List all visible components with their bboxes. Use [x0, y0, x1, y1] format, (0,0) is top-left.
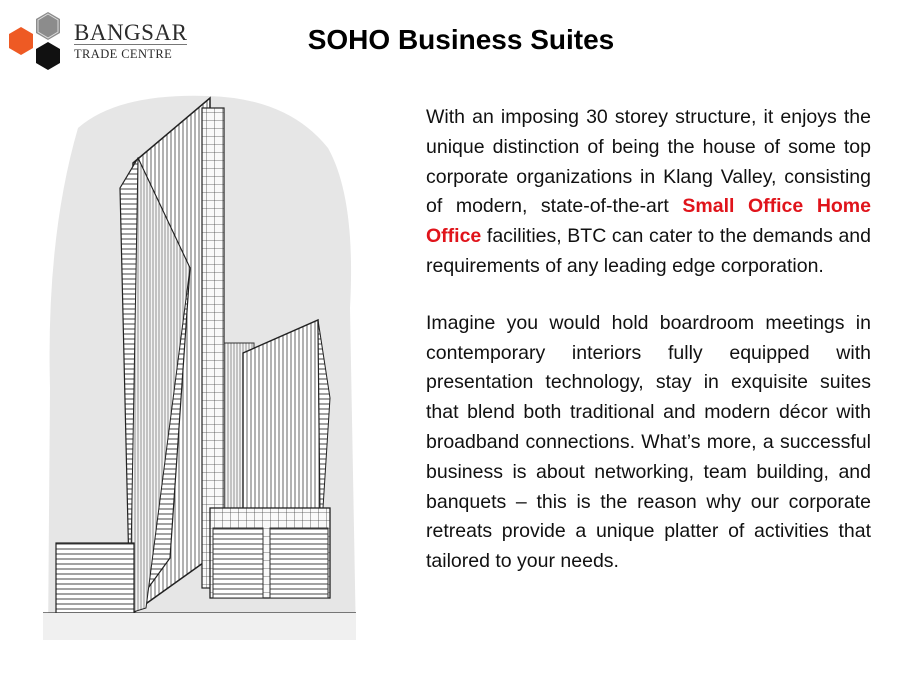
logo-line-2: TRADE CENTRE [74, 44, 187, 62]
description-text [426, 103, 871, 604]
page-title: SOHO Business Suites [307, 24, 615, 55]
logo-line-1: BANGSAR [74, 20, 188, 45]
building-sketch-icon [38, 88, 360, 640]
paragraph-1-intro: With an imposing 30 storey structure, it enjoys the unique distinction of being the house of some top corporate organizations in Klang Valley, consisting of modern, state-of-the-art [426, 106, 871, 218]
paragraph-1 [426, 103, 871, 282]
paragraph-2: Imagine you would hold boardroom meetings in contemporary interiors fully equipped with presentation technology, stay in exquisite suites that blend both traditional and modern décor with broadband connections. What’s more, a successful business is about networking, team building, and banquets – this is the reason why our corporate retreats provide a unique platter of activities that tailored to your needs. [426, 311, 871, 573]
highlight-soho: Small Office Home Office [426, 195, 871, 248]
building-illustration [38, 88, 360, 640]
paragraph-1-outro: facilities, BTC can cater to the demands and requirements of any leading edge corporation. [426, 225, 871, 277]
